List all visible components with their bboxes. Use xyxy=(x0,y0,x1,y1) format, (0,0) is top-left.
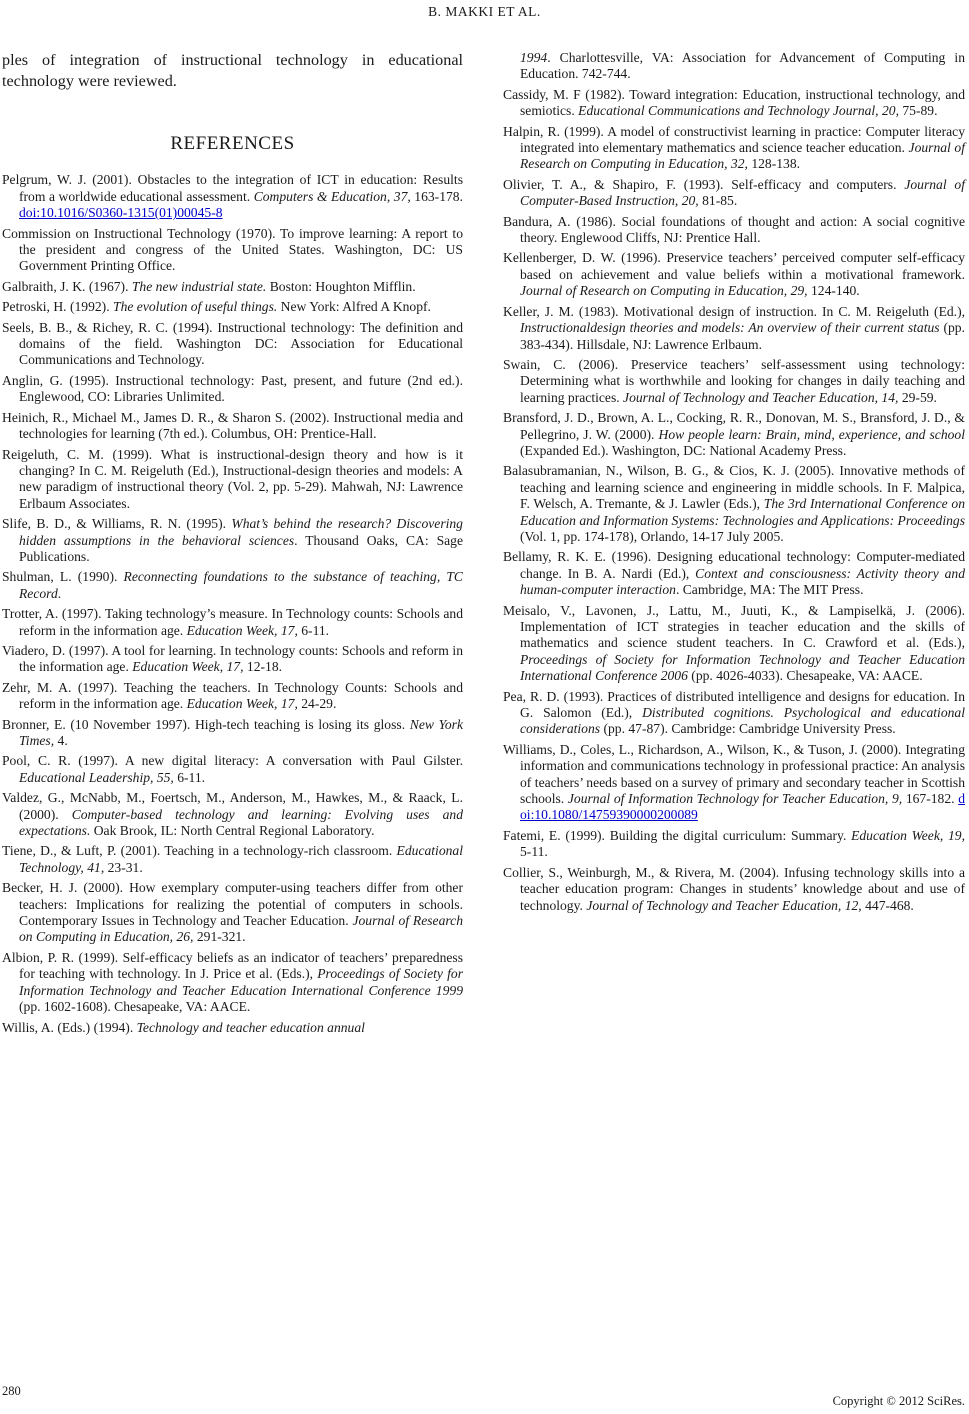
reference-text: Trotter, A. (1997). Taking technology’s measure. In Technology counts: Schools and reform in the information age. xyxy=(2,606,463,638)
reference-text: Valdez, G., McNabb, M., Foertsch, M., Anderson, M., Hawkes, M., & Raack, L. (2000). xyxy=(2,790,463,822)
reference-text: Instructionaldesign theories and models: An overview of their current status xyxy=(520,320,940,336)
reference-entry xyxy=(503,603,965,685)
reference-text: Journal of Information Technology for Teacher Education, 9, xyxy=(567,791,903,807)
reference-text: 6-11. xyxy=(297,622,330,638)
reference-entry xyxy=(2,680,463,713)
reference-text: Becker, H. J. (2000). How exemplary computer-using teachers differ from other teachers: Implications for realizing the potential of computers in schools. Contemporary Issues in Technology and Teacher Education. xyxy=(2,880,463,929)
right-column xyxy=(503,50,965,918)
reference-entry xyxy=(2,320,463,369)
reference-entry xyxy=(503,742,965,824)
reference-entry xyxy=(2,606,463,639)
reference-text: Meisalo, V., Lavonen, J., Lattu, M., Juuti, K., & Lampiselkä, J. (2006). Implementation of ICT strategies in teacher education and the skills of mathematics and science student teachers. In C. Crawford et al. (Eds.), xyxy=(503,602,965,651)
reference-text: Reigeluth, C. M. (1999). What is instructional-design theory and how is it changing? In C. M. Reigeluth (Ed.), Instructional-design theories and models: A new paradigm of instructional theory (Vol. 2, pp. 5-29). Mahwah, NJ: Lawrence Erlbaum Associates. xyxy=(2,446,463,511)
reference-text: Cassidy, M. F (1982). Toward integration: Education, instructional technology, and semiotics. xyxy=(503,86,965,119)
reference-text: 75-89. xyxy=(898,103,938,119)
reference-text: Shulman, L. (1990). xyxy=(2,569,124,585)
reference-text: Journal of Technology and Teacher Education, 14, xyxy=(623,389,899,405)
reference-text: 128-138. xyxy=(747,156,801,172)
reference-entry xyxy=(503,177,965,210)
reference-entry xyxy=(2,790,463,839)
reference-text: Tiene, D., & Luft, P. (2001). Teaching in a technology-rich classroom. xyxy=(2,843,397,859)
reference-text: Heinich, R., Michael M., James D. R., & Sharon S. (2002). Instructional media and technologies for learning (7th ed.). Columbus, OH: Prentice-Hall. xyxy=(2,409,463,442)
reference-text: Anglin, G. (1995). Instructional technology: Past, present, and future (2nd ed.). Englewood, CO: Libraries Unlimited. xyxy=(2,372,463,405)
reference-text: . Thousand Oaks, CA: Sage Publications. xyxy=(19,532,463,564)
reference-entry xyxy=(2,226,463,275)
reference-list-right xyxy=(503,50,965,914)
reference-entry xyxy=(2,950,463,1016)
reference-text: Keller, J. M. (1983). Motivational design of instruction. In C. M. Reigeluth (Ed.), xyxy=(503,303,965,319)
reference-entry xyxy=(2,299,463,315)
reference-entry xyxy=(503,357,965,406)
reference-entry xyxy=(2,410,463,443)
reference-entry xyxy=(503,250,965,299)
reference-text: Journal of Research on Computing in Education, 29, xyxy=(520,283,808,299)
reference-text: 29-59. xyxy=(898,389,937,405)
reference-text: Bronner, E. (10 November 1997). High-tech teaching is losing its gloss. xyxy=(2,716,410,732)
reference-text: Educational Technology, 41, xyxy=(19,843,463,875)
reference-entry xyxy=(503,463,965,545)
references-heading: REFERENCES xyxy=(170,133,295,154)
reference-text: (pp. 4026-4033). Chesapeake, VA: AACE. xyxy=(687,668,923,684)
reference-text: Bransford, J. D., Brown, A. L., Cocking, R. R., Donovan, M. S., Bransford, J. D., & Pellegrino, J. W. (2000). xyxy=(503,410,965,442)
reference-text: Viadero, D. (1997). A tool for learning. In technology counts: Schools and reform in the information age. xyxy=(2,642,463,675)
reference-text: Pea, R. D. (1993). Practices of distributed intelligence and designs for education. In G. Salomon (Ed.), xyxy=(503,688,965,721)
doi-link[interactable]: doi:10.1080/14759390000200089 xyxy=(520,791,965,823)
reference-text: Collier, S., Weinburgh, M., & Rivera, M. (2004). Infusing technology skills into a teacher education program: Changes in students’ knowledge about and use of technology. xyxy=(503,864,965,913)
reference-entry xyxy=(2,643,463,676)
reference-text: Journal of Research on Computing in Education, 26, xyxy=(19,913,463,945)
reference-text: Seels, B. B., & Richey, R. C. (1994). Instructional technology: The definition and domains of the field. Washington DC: Association for Educational Communications and Technology. xyxy=(2,319,463,368)
reference-text: 1994 xyxy=(520,50,548,65)
reference-text: 23-31. xyxy=(104,859,143,875)
reference-text: Educational Communications and Technology Journal, 20, xyxy=(578,103,899,119)
reference-text: (Vol. 1, pp. 174-178), Orlando, 14-17 July 2005. xyxy=(520,528,784,544)
reference-text: Willis, A. (Eds.) (1994). xyxy=(2,1019,137,1035)
reference-entry xyxy=(2,1020,463,1036)
reference-text: Education Week, 17, xyxy=(132,659,244,675)
reference-text: Zehr, M. A. (1997). Teaching the teachers. In Technology Counts: Schools and reform in the information age. xyxy=(2,679,463,712)
reference-text: 4. xyxy=(54,733,68,748)
reference-text: How people learn: Brain, mind, experience, and school xyxy=(658,426,965,442)
reference-text: Educational Leadership, 55, xyxy=(19,769,174,785)
reference-text: New York Times, xyxy=(19,716,463,748)
reference-text: Albion, P. R. (1999). Self-efficacy beliefs as an indicator of teachers’ preparedness for teaching with technology. In J. Price et al. (Eds.), xyxy=(2,949,463,982)
reference-text: Education Week, 17, xyxy=(186,622,298,638)
reference-entry xyxy=(2,717,463,750)
reference-text: Fatemi, E. (1999). Building the digital curriculum: Summary. xyxy=(503,827,852,843)
reference-text: (pp. 1602-1608). Chesapeake, VA: AACE. xyxy=(19,999,251,1015)
reference-text: Journal of Technology and Teacher Education, 12, xyxy=(586,897,862,913)
copyright-notice: Copyright © 2012 SciRes. xyxy=(832,1394,965,1408)
reference-entry xyxy=(503,50,965,83)
reference-entry xyxy=(503,304,965,353)
reference-text: The 3rd International Conference on Education and Information Systems: Technologies and Applications: Proceedings xyxy=(520,496,965,528)
reference-entry xyxy=(503,214,965,247)
reference-text: (pp. 383-434). Hillsdale, NJ: Lawrence Erlbaum. xyxy=(520,320,965,352)
reference-text: 163-178. xyxy=(410,188,463,204)
reference-entry xyxy=(503,689,965,738)
reference-text: Pool, C. R. (1997). A new digital literacy: A conversation with Paul Gilster. xyxy=(2,753,463,769)
reference-text: . Charlottesville, VA: Association for Advancement of Computing in Education. 742-744. xyxy=(520,50,965,82)
page-number: 280 xyxy=(2,1384,21,1398)
reference-text: Distributed cognitions. Psychological and educational considerations xyxy=(520,705,966,737)
reference-text: Galbraith, J. K. (1967). xyxy=(2,278,132,294)
reference-text: Boston: Houghton Mifflin. xyxy=(266,278,416,294)
reference-text: Education Week, 19, xyxy=(851,827,965,843)
reference-text: Computer-based technology and learning: Evolving uses and expectations. xyxy=(19,806,463,839)
reference-text: 81-85. xyxy=(698,193,738,209)
reference-text: Petroski, H. (1992). xyxy=(2,299,114,315)
reference-text: . Cambridge, MA: The MIT Press. xyxy=(675,582,864,598)
reference-text: 12-18. xyxy=(243,659,283,675)
reference-entry xyxy=(2,569,463,602)
reference-text: Proceedings of Society for Information Technology and Teacher Education International Conference 1999 xyxy=(19,966,463,998)
reference-entry xyxy=(503,410,965,459)
reference-text: 447-468. xyxy=(861,897,914,913)
reference-text: Technology and teacher education annual xyxy=(136,1019,365,1035)
reference-text: 24-29. xyxy=(297,696,337,712)
reference-text: Williams, D., Coles, L., Richardson, A., Wilson, K., & Tuson, J. (2000). Integrating information and communications technology in professional practice: An analysis of teachers’ needs based on a survey of primary and secondary teacher in Scottish schools. xyxy=(503,741,965,807)
reference-list-left xyxy=(2,172,463,1036)
left-column xyxy=(2,50,463,1040)
running-head: B. MAKKI ET AL. xyxy=(428,4,541,19)
reference-text: New York: Alfred A Knopf. xyxy=(277,299,431,315)
reference-entry xyxy=(2,172,463,221)
reference-text: Journal of Computer-Based Instruction, 20, xyxy=(520,176,966,209)
reference-entry xyxy=(2,373,463,406)
reference-text: Balasubramanian, N., Wilson, B. G., & Cios, K. J. (2005). Innovative methods of teaching and learning science and engineering in middle schools. In F. Malpica, F. Welsch, A. Tremante, & J. Lawler (Eds.), xyxy=(503,463,965,512)
reference-text: Oak Brook, IL: North Central Regional Laboratory. xyxy=(90,823,375,839)
reference-text: (Expanded Ed.). Washington, DC: National Academy Press. xyxy=(520,442,847,458)
reference-text: Computers & Education, 37, xyxy=(253,188,411,204)
reference-text: Context and consciousness: Activity theory and human-computer interaction xyxy=(520,565,965,598)
doi-link[interactable]: doi:10.1016/S0360-1315(01)00045-8 xyxy=(19,205,223,221)
reference-text: . xyxy=(57,585,62,601)
reference-text: Journal of Research on Computing in Education, 32, xyxy=(520,140,965,172)
reference-text: 291-321. xyxy=(193,929,246,945)
reference-entry xyxy=(503,549,965,598)
reference-text: The evolution of useful things. xyxy=(113,299,278,315)
reference-text: Slife, B. D., & Williams, R. N. (1995). xyxy=(2,516,232,532)
reference-entry xyxy=(503,87,965,120)
reference-text: 6-11. xyxy=(173,769,206,785)
reference-text: 167-182. xyxy=(902,791,959,807)
reference-entry xyxy=(2,516,463,565)
reference-text: Education Week, 17, xyxy=(186,696,298,712)
reference-entry xyxy=(2,753,463,786)
reference-text: Pelgrum, W. J. (2001). Obstacles to the integration of ICT in education: Results from a worldwide educational assessment. xyxy=(2,172,463,204)
reference-entry xyxy=(503,124,965,173)
reference-entry xyxy=(2,880,463,946)
reference-text: Bellamy, R. K. E. (1996). Designing educational technology: Computer-mediated change. In B. A. Nardi (Ed.), xyxy=(503,549,965,581)
reference-text: (pp. 47-87). Cambridge: Cambridge University Press. xyxy=(600,721,896,737)
intro-paragraph: ples of integration of instructional technology in educational technology were reviewed. xyxy=(2,51,463,90)
reference-entry xyxy=(2,279,463,295)
reference-text: Olivier, T. A., & Shapiro, F. (1993). Self-efficacy and computers. xyxy=(503,176,905,192)
reference-text: Commission on Instructional Technology (1970). To improve learning: A report to the president and congress of the United States. Washington, DC: US Government Printing Office. xyxy=(2,225,463,274)
reference-text: The new industrial state. xyxy=(131,278,267,294)
reference-text: 5-11. xyxy=(520,844,548,860)
reference-entry xyxy=(2,447,463,513)
reference-text: Kellenberger, D. W. (1996). Preservice teachers’ perceived computer self-efficacy based on achievement and value beliefs within a motivational framework. xyxy=(503,250,965,282)
reference-entry xyxy=(2,843,463,876)
reference-text: 124-140. xyxy=(807,283,860,299)
reference-text: Reconnecting foundations to the substance of teaching, TC Record xyxy=(19,569,463,601)
reference-text: Swain, C. (2006). Preservice teachers’ self-assessment using technology: Determining what is worthwhile and looking for changes in daily teaching and learning practices. xyxy=(503,356,965,405)
reference-text: Halpin, R. (1999). A model of constructivist learning in practice: Computer literacy integrated into elementary mathematics and science teacher education. xyxy=(503,123,965,156)
reference-entry xyxy=(503,865,965,914)
reference-text: Bandura, A. (1986). Social foundations of thought and action: A social cognitive theory. Englewood Cliffs, NJ: Prentice Hall. xyxy=(503,213,965,246)
reference-text: What’s behind the research? Discovering hidden assumptions in the behavioral sciences xyxy=(19,516,463,548)
reference-text: Proceedings of Society for Information Technology and Teacher Education International Conference 2006 xyxy=(520,651,965,684)
reference-entry xyxy=(503,828,965,861)
